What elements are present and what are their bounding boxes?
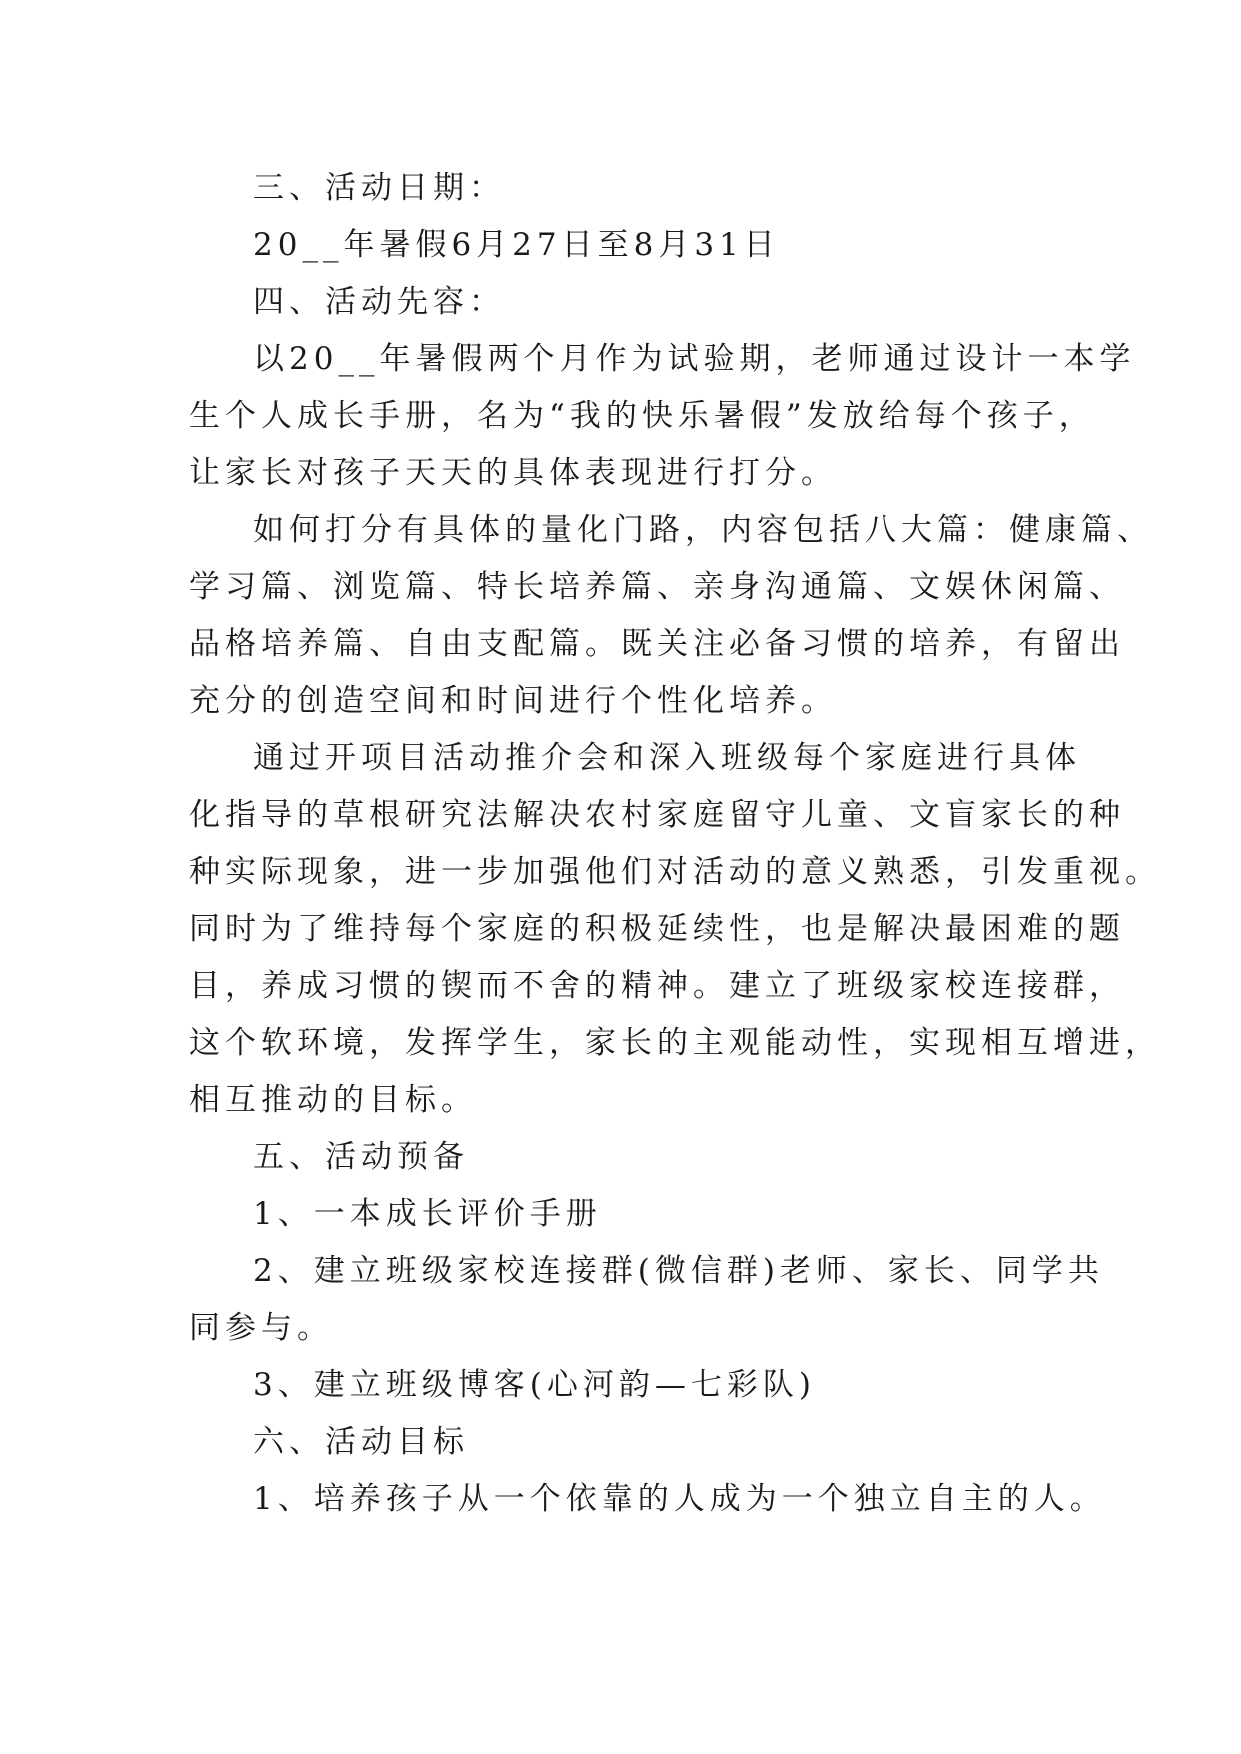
paragraph-line: 让家长对孩子天天的具体表现进行打分。 (189, 455, 837, 491)
list-item: 2、建立班级家校连接群(微信群)老师、家长、同学共 (253, 1253, 1104, 1289)
list-item: 1、培养孩子从一个依靠的人成为一个独立自主的人。 (253, 1481, 1106, 1517)
section-heading-activity-preparation: 五、活动预备 (253, 1139, 469, 1175)
section-heading-activity-date: 三、活动日期： (253, 170, 505, 206)
list-item: 3、建立班级博客(心河韵—七彩队) (253, 1367, 816, 1403)
paragraph-line: 这个软环境，发挥学生，家长的主观能动性，实现相互增进， (189, 1025, 1161, 1061)
paragraph-line: 学习篇、浏览篇、特长培养篇、亲身沟通篇、文娱休闲篇、 (189, 569, 1125, 605)
section-heading-activity-content: 四、活动先容： (253, 284, 505, 320)
paragraph-line: 品格培养篇、自由支配篇。既关注必备习惯的培养，有留出 (189, 626, 1125, 662)
paragraph-line: 以20__年暑假两个月作为试验期，老师通过设计一本学 (253, 341, 1136, 377)
document-body (189, 160, 1161, 1528)
paragraph-line: 如何打分有具体的量化门路，内容包括八大篇：健康篇、 (253, 512, 1153, 548)
section-heading-activity-goals: 六、活动目标 (253, 1424, 469, 1460)
paragraph-line: 通过开项目活动推介会和深入班级每个家庭进行具体 (253, 740, 1081, 776)
paragraph-line: 充分的创造空间和时间进行个性化培养。 (189, 683, 837, 719)
paragraph-line: 种实际现象，进一步加强他们对活动的意义熟悉，引发重视。 (189, 854, 1161, 890)
paragraph-line: 生个人成长手册，名为“我的快乐暑假”发放给每个孩子， (189, 398, 1095, 434)
paragraph-line: 化指导的草根研究法解决农村家庭留守儿童、文盲家长的种 (189, 797, 1125, 833)
paragraph-line: 同时为了维持每个家庭的积极延续性，也是解决最困难的题 (189, 911, 1125, 947)
paragraph-line: 目，养成习惯的锲而不舍的精神。建立了班级家校连接群， (189, 968, 1125, 1004)
paragraph-line: 相互推动的目标。 (189, 1082, 477, 1118)
list-item-continuation: 同参与。 (189, 1310, 333, 1346)
activity-date-text: 20__年暑假6月27日至8月31日 (253, 227, 780, 263)
list-item: 1、一本成长评价手册 (253, 1196, 602, 1232)
